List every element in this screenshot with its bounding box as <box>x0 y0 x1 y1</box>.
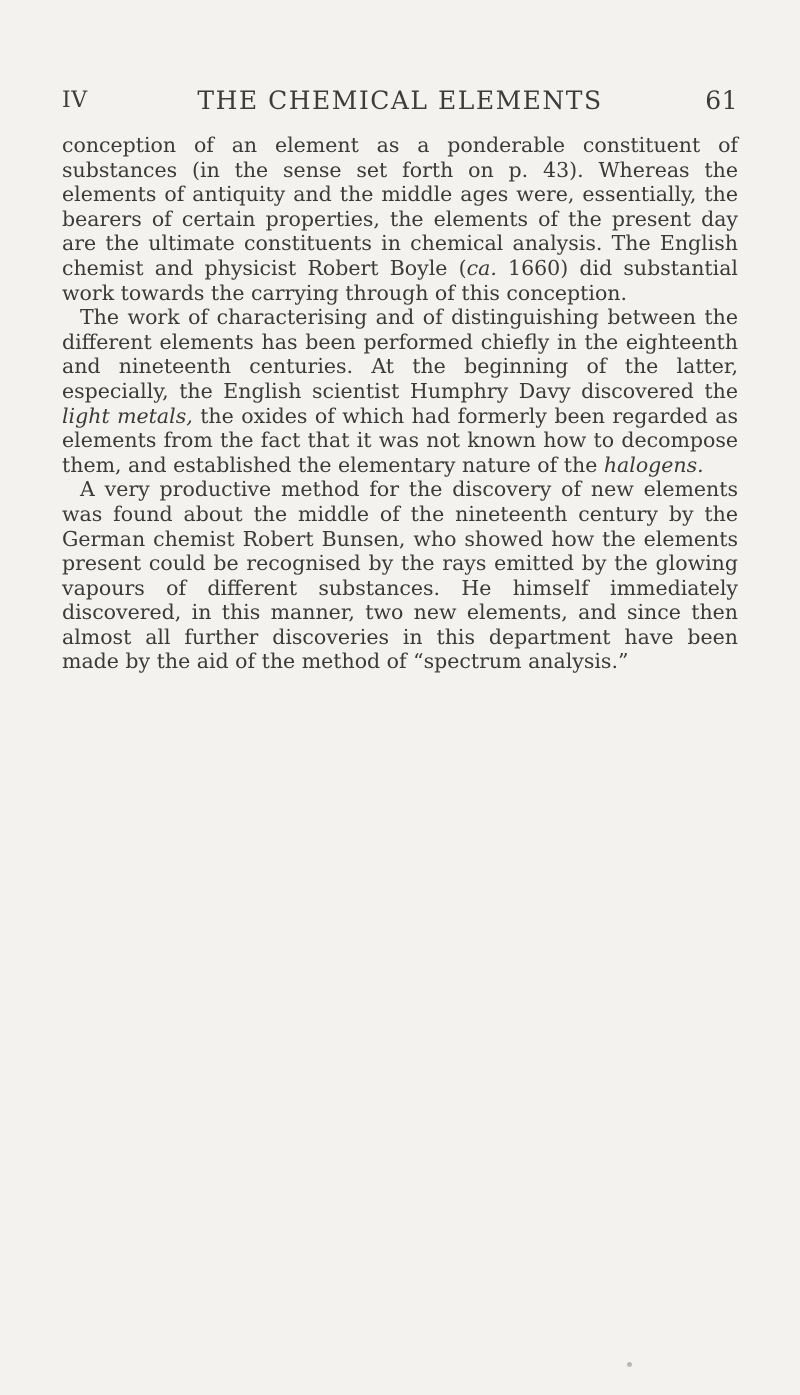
paragraph-2-italic-light-metals: light metals, <box>62 403 193 428</box>
paragraph-2 <box>62 305 738 477</box>
paragraph-2-text-cont: the oxides of which had formerly been regarded as elements from the fact that it was not known how to decompose them, and established the elementary nature of the <box>62 403 738 477</box>
running-title: THE CHEMICAL ELEMENTS <box>197 86 603 115</box>
paragraph-1 <box>62 133 738 305</box>
body-text <box>62 133 738 674</box>
paper-speck <box>627 1362 632 1367</box>
paragraph-2-italic-halogens: halogens. <box>603 452 704 477</box>
paragraph-1-text: conception of an element as a ponderable constituent of substances (in the sense set forth on p. 43). Whereas the elements of antiquity and the middle ages were, essentially, the bearers of certain properties, the elements of the present day are the ultimate constituents in chemical analysis. The English chemist and physicist Robert Boyle ( <box>62 133 738 280</box>
running-head <box>62 84 738 118</box>
page-number: 61 <box>705 86 738 115</box>
paragraph-1-italic: ca. <box>466 255 497 280</box>
paragraph-3-text: A very productive method for the discovery of new elements was found about the middle of the nineteenth century by the German chemist Robert Bunsen, who showed how the elements present could be recognised by the rays emitted by the glowing vapours of different substances. He himself immediately discovered, in this manner, two new elements, and since then almost all further discoveries in this department have been made by the aid of the method of “spectrum analysis.” <box>62 477 738 674</box>
chapter-number: IV <box>62 88 88 113</box>
paragraph-1-text-cont: 1660) did substantial work towards the carrying through of this conception. <box>62 255 738 305</box>
paragraph-3 <box>62 477 738 674</box>
paragraph-2-text: The work of characterising and of distinguishing between the different elements has been performed chiefly in the eighteenth and nineteenth centuries. At the beginning of the latter, especially, the English scientist Humphry Davy discovered the <box>62 305 738 403</box>
